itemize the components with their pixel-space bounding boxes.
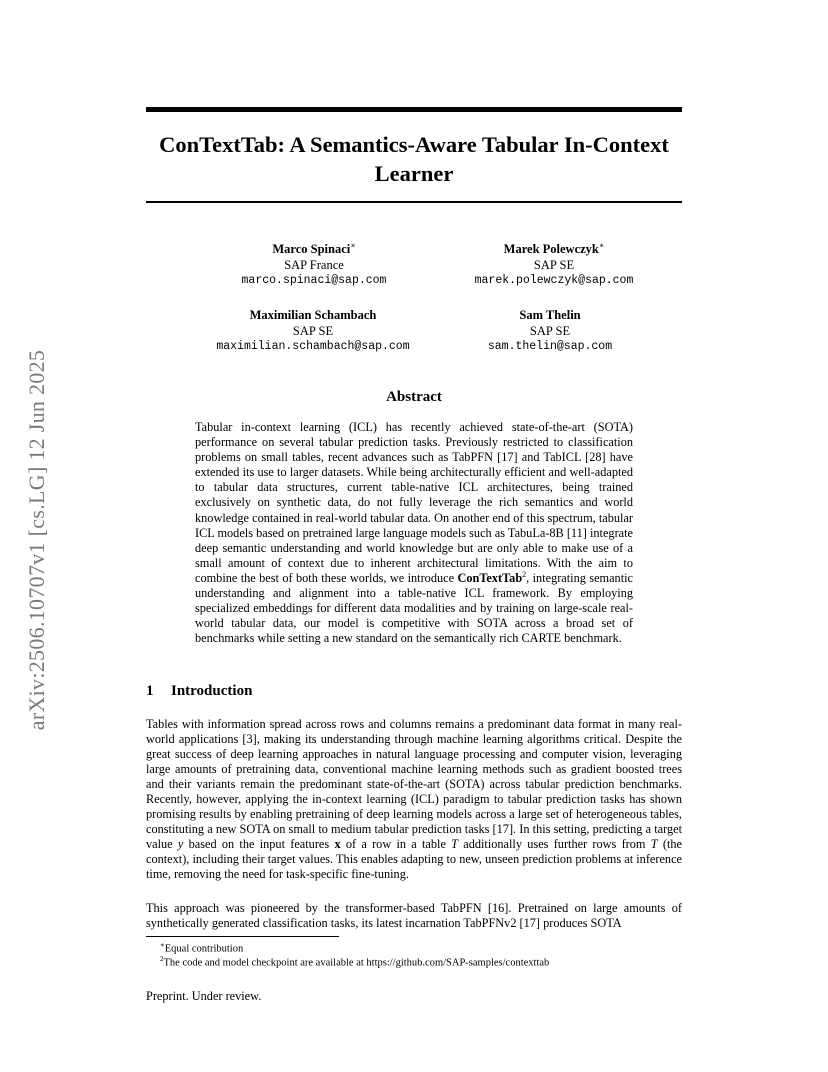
author-affiliation: SAP SE [292, 324, 334, 338]
author-name: Sam Thelin [519, 308, 581, 322]
equal-contribution-mark: ∗ [598, 241, 605, 250]
paragraph-text-part: of a row in a table [340, 837, 452, 852]
author-block-2 [427, 238, 681, 289]
footnote-mark: 2 [160, 955, 164, 963]
section-number: 1 [146, 683, 154, 699]
author-email: sam.thelin@sap.com [487, 340, 613, 353]
abstract-text-part: , integrating semantic understanding and alignment into a table-native ICL framework. By employing specialized embeddings for different data modalities and by training on large-scale real-world tabular data, our model is competitive with SOTA across a broad set of benchmarks while setting a new standard on the semantically rich CARTE benchmark. [195, 570, 633, 646]
author-affiliation: SAP SE [533, 258, 575, 273]
intro-paragraph-1 [146, 717, 682, 883]
author-block-3 [200, 307, 426, 355]
footnote-mark: ∗ [160, 941, 165, 949]
author-name: Maximilian Schambach [249, 308, 377, 322]
math-variable: T [650, 837, 658, 852]
intro-paragraph-2: This approach was pioneered by the transformer-based TabPFN [16]. Pretrained on large amounts of synthetically generated classification tasks, its latest incarnation TabPFNv2 [17] produces SOTA [146, 901, 682, 931]
paper-title: ConTextTab: A Semantics-Aware Tabular In-Context Learner [159, 132, 669, 186]
author-block-4 [450, 307, 650, 355]
author-name: Marco Spinaci [272, 242, 351, 257]
paragraph-text-part: Tables with information spread across rows and columns remains a predominant data format in many real-world applications [3], making its understanding through machine learning algorithms critical. Despite the great success of deep learning approaches in natural language processing and computer vision, leveraging large amounts of pretraining data, conventional machine learning methods such as gradient boosted trees and their variants remain the predominant state-of-the-art (SOTA) across tabular prediction benchmarks. Recently, however, applying the in-context learning (ICL) paradigm to tabular prediction tasks has shown promising results by enabling pretraining of deep learning models across a large set of heterogeneous tables, constituting a new SOTA on small to medium tabular prediction tasks [17]. In this setting, predicting a target value [146, 717, 682, 852]
author-email: maximilian.schambach@sap.com [216, 340, 410, 353]
author-affiliation: SAP SE [529, 324, 571, 338]
footnote-rule [146, 936, 339, 937]
arxiv-identifier-stamp [0, 0, 60, 1072]
footnote-reference: 2 [522, 569, 527, 579]
equal-contribution-mark: ∗ [350, 241, 356, 250]
section-heading [146, 683, 252, 700]
abstract-body [195, 420, 633, 646]
preprint-note: Preprint. Under review. [146, 989, 262, 1003]
author-email: marek.polewczyk@sap.com [474, 274, 634, 288]
author-name: Marek Polewczyk [503, 242, 599, 257]
title-bottom-rule [146, 201, 682, 203]
paragraph-text-part: (the context), including their target values. This enables adapting to new, unseen prediction problems at inference time, removing the need for task-specific fine-tuning. [146, 837, 682, 882]
footnote-text: The code and model checkpoint are available at https://github.com/SAP-samples/contexttab [163, 957, 550, 969]
paragraph-text-part: based on the input features [183, 837, 335, 852]
abstract-heading: Abstract [386, 389, 442, 405]
model-name: ConTextTab [457, 570, 523, 585]
abstract-text-part: Tabular in-context learning (ICL) has recently achieved state-of-the-art (SOTA) performance on several tabular prediction tasks. Previously restricted to classification problems on small tables, recent advances such as TabPFN [17] and TabICL [28] have extended its use to larger datasets. While being architecturally efficient and well-adapted to tabular data structures, current table-native ICL architectures, being trained exclusively on synthetic data, do not fully leverage the rich semantics and world knowledge contained in real-world tabular data. On another end of this spectrum, tabular ICL models based on pretrained large language models such as TabuLa-8B [11] integrate deep semantic understanding and world knowledge but are only able to make use of a small amount of context due to inherent architectural limitations. With the aim to combine the best of both these worlds, we introduce [195, 420, 633, 585]
math-variable: T [451, 837, 458, 852]
author-email: marco.spinaci@sap.com [241, 274, 387, 288]
section-title: Introduction [171, 683, 253, 699]
author-block-1 [214, 238, 414, 289]
arxiv-identifier: arXiv:2506.10707v1 [cs.LG] 12 Jun 2025 [24, 349, 49, 731]
footnote-text: Equal contribution [164, 943, 244, 955]
math-variable: y [177, 837, 184, 852]
math-variable: x [334, 837, 341, 852]
paragraph-text-part: additionally uses further rows from [458, 837, 651, 852]
title-top-rule [146, 107, 682, 112]
footnote-2 [160, 953, 549, 970]
author-affiliation: SAP France [284, 258, 344, 273]
